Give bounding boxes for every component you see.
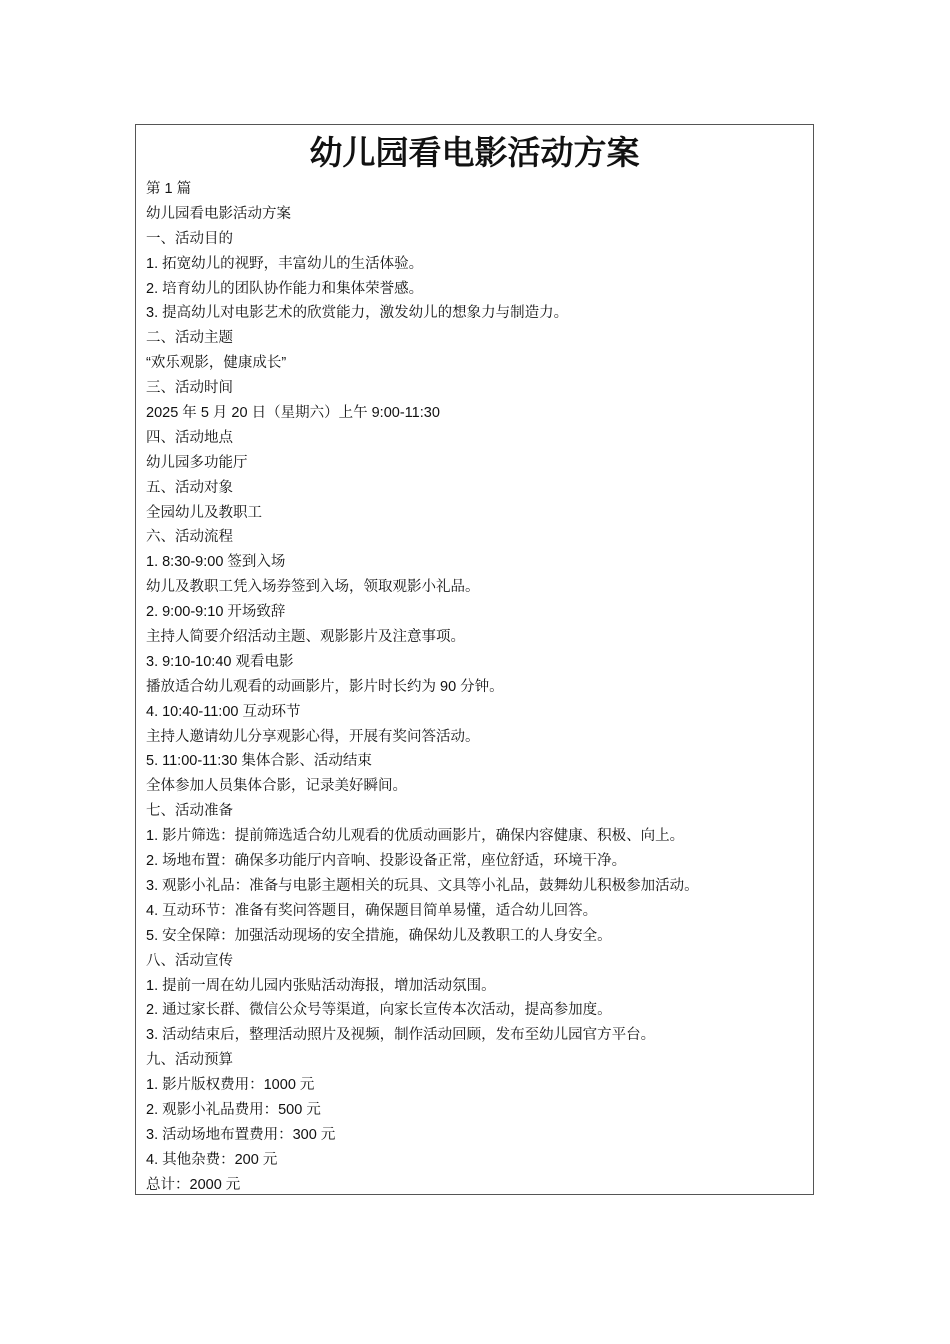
document-line: 3. 活动结束后，整理活动照片及视频，制作活动回顾，发布至幼儿园官方平台。 (146, 1027, 656, 1044)
document-line: 一、活动目的 (146, 230, 233, 247)
document-line: 主持人简要介绍活动主题、观影影片及注意事项。 (146, 629, 465, 646)
document-line: 3. 提高幼儿对电影艺术的欣赏能力，激发幼儿的想象力与制造力。 (146, 305, 569, 322)
document-line: 七、活动准备 (146, 803, 233, 820)
document-line: 1. 拓宽幼儿的视野，丰富幼儿的生活体验。 (146, 255, 424, 272)
document-line: 第 1 篇 (146, 181, 192, 197)
document-line: 四、活动地点 (146, 429, 233, 446)
document-title: 幼儿园看电影活动方案 (309, 133, 640, 172)
document-line: 1. 提前一周在幼儿园内张贴活动海报，增加活动氛围。 (146, 977, 496, 994)
document-line: 1. 影片版权费用：1000 元 (146, 1077, 315, 1094)
document-line: 2. 观影小礼品费用：500 元 (146, 1101, 321, 1118)
document-line: 2025 年 5 月 20 日（星期六）上午 9:00-11:30 (146, 405, 440, 422)
document-line: 3. 活动场地布置费用：300 元 (146, 1126, 336, 1143)
document-line: 主持人邀请幼儿分享观影心得，开展有奖问答活动。 (146, 728, 480, 745)
document-line: 4. 10:40-11:00 互动环节 (146, 703, 301, 720)
document-line: 3. 9:10-10:40 观看电影 (146, 653, 294, 670)
document-line: 五、活动对象 (146, 479, 233, 496)
document-line: 2. 场地布置：确保多功能厅内音响、投影设备正常，座位舒适，环境干净。 (146, 853, 627, 870)
document-body (146, 177, 806, 1198)
document-line: “欢乐观影，健康成长” (146, 355, 287, 372)
document-line: 二、活动主题 (146, 330, 233, 347)
document-line: 5. 11:00-11:30 集体合影、活动结束 (146, 753, 372, 770)
document-line: 4. 其他杂费：200 元 (146, 1151, 278, 1168)
document-line: 1. 影片筛选：提前筛选适合幼儿观看的优质动画影片，确保内容健康、积极、向上。 (146, 828, 685, 845)
document-line: 2. 培育幼儿的团队协作能力和集体荣誉感。 (146, 280, 424, 297)
document-line: 全园幼儿及教职工 (146, 504, 262, 521)
document-line: 八、活动宣传 (146, 952, 233, 969)
document-line: 4. 互动环节：准备有奖问答题目，确保题目简单易懂，适合幼儿回答。 (146, 902, 598, 919)
document-line: 幼儿及教职工凭入场券签到入场，领取观影小礼品。 (146, 579, 480, 596)
document-line: 5. 安全保障：加强活动现场的安全措施，确保幼儿及教职工的人身安全。 (146, 927, 612, 944)
document-line: 九、活动预算 (146, 1052, 233, 1069)
document-frame (135, 124, 814, 1195)
document-line: 2. 9:00-9:10 开场致辞 (146, 604, 286, 621)
document-line: 总计：2000 元 (146, 1176, 241, 1193)
document-line: 3. 观影小礼品：准备与电影主题相关的玩具、文具等小礼品，鼓舞幼儿积极参加活动。 (146, 877, 699, 894)
document-line: 1. 8:30-9:00 签到入场 (146, 554, 286, 571)
document-line: 幼儿园看电影活动方案 (146, 205, 291, 222)
document-line: 播放适合幼儿观看的动画影片，影片时长约为 90 分钟。 (146, 678, 504, 695)
document-line: 2. 通过家长群、微信公众号等渠道，向家长宣传本次活动，提高参加度。 (146, 1002, 612, 1019)
document-line: 六、活动流程 (146, 529, 233, 546)
document-line: 三、活动时间 (146, 380, 233, 397)
document-line: 全体参加人员集体合影，记录美好瞬间。 (146, 778, 407, 795)
document-line: 幼儿园多功能厅 (146, 454, 248, 471)
